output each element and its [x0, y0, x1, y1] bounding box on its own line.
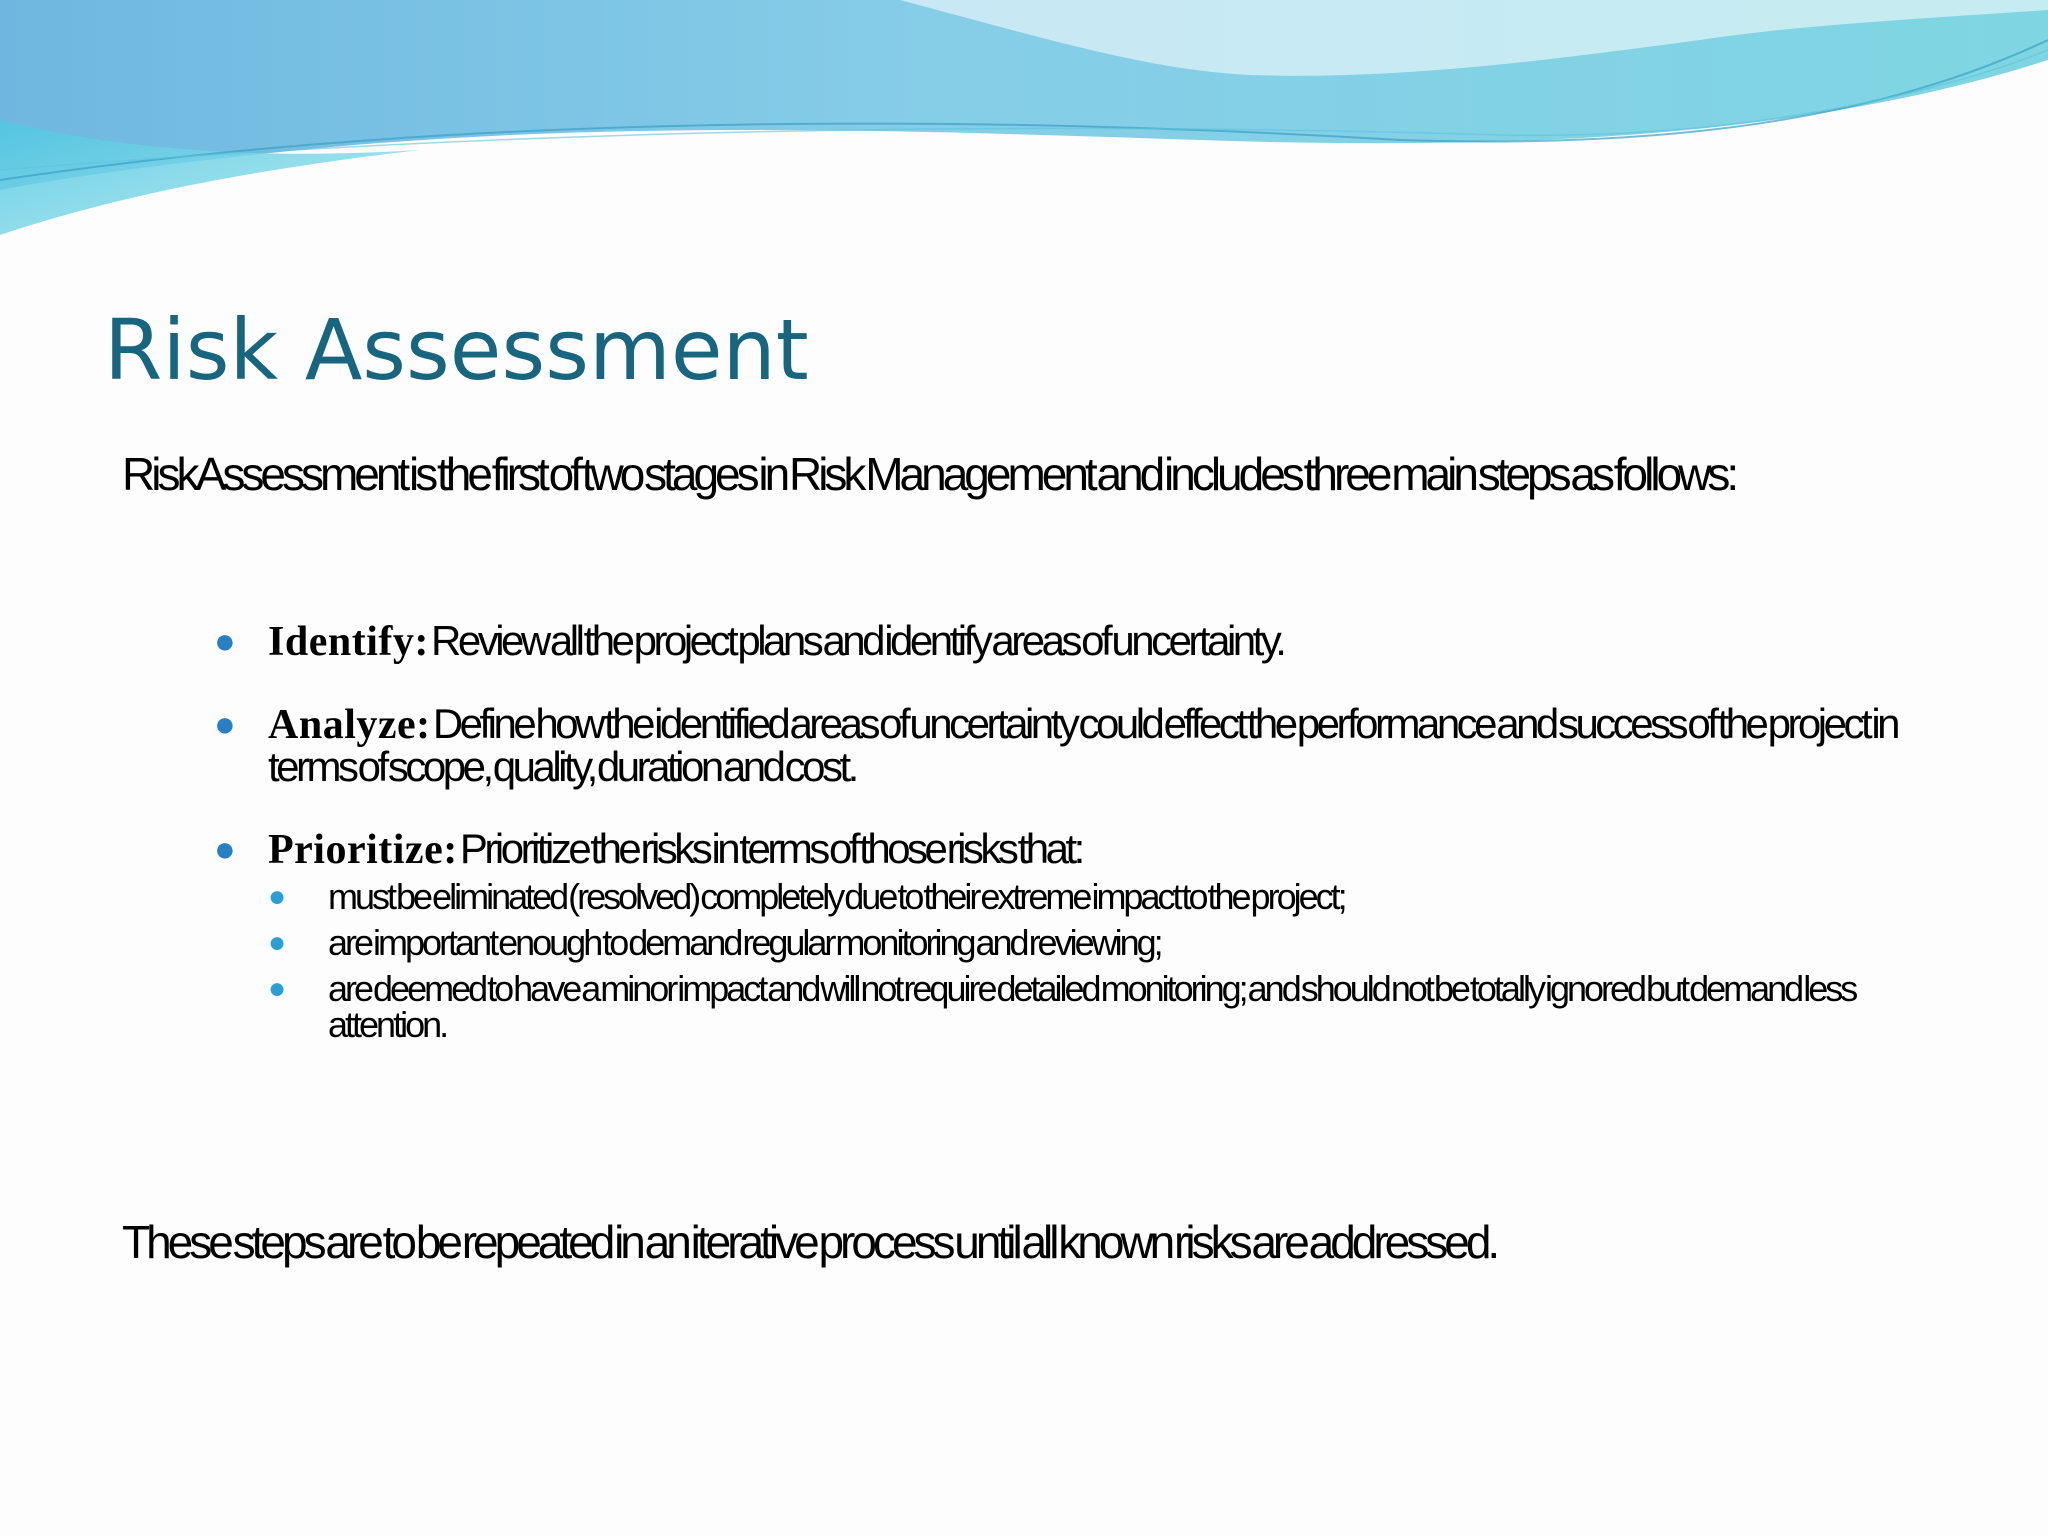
step-identify	[210, 617, 1910, 665]
step-analyze	[210, 700, 1910, 790]
bullet-icon: ●	[214, 828, 236, 869]
step-text: Review all the project plans and identify areas of uncertainty.	[431, 617, 1284, 664]
sub-bullet-icon: ●	[268, 926, 287, 959]
sub-item-monitor	[268, 922, 1910, 963]
prioritize-sub-list	[268, 876, 1910, 1045]
step-text: Prioritize the risks in terms of those risks that:	[459, 825, 1082, 872]
closing-paragraph: These steps are to be repeated in an iterative process until all known risks are addressed.	[122, 1216, 1497, 1268]
sub-item-text: must be eliminated (resolved) completely due to their extreme impact to the project;	[328, 876, 1345, 917]
step-text: Define how the identified areas of uncertainty could effect the performance and success of the project in terms of scope, quality, duration and cost.	[268, 700, 1898, 790]
slide-title: Risk Assessment	[104, 301, 809, 399]
step-prioritize	[210, 825, 1910, 1045]
step-term: Prioritize:	[268, 827, 458, 873]
steps-list	[210, 617, 1910, 1083]
sub-bullet-icon: ●	[268, 972, 287, 1005]
sub-item-minor	[268, 968, 1910, 1045]
bullet-icon: ●	[214, 703, 236, 744]
sub-item-text: are deemed to have a minor impact and will not require detailed monitoring; and should not be totally ignored but demand less attention.	[328, 968, 1856, 1045]
step-term: Identify:	[268, 619, 429, 665]
intro-paragraph: Risk Assessment is the first of two stages in Risk Management and includes three main steps as follows:	[122, 448, 1736, 500]
sub-bullet-icon: ●	[268, 880, 287, 913]
step-term: Analyze:	[268, 702, 431, 748]
sub-item-eliminate	[268, 876, 1910, 917]
decorative-wave-banner	[0, 0, 2048, 240]
bullet-icon: ●	[214, 620, 236, 661]
sub-item-text: are important enough to demand regular monitoring and reviewing;	[328, 922, 1161, 963]
